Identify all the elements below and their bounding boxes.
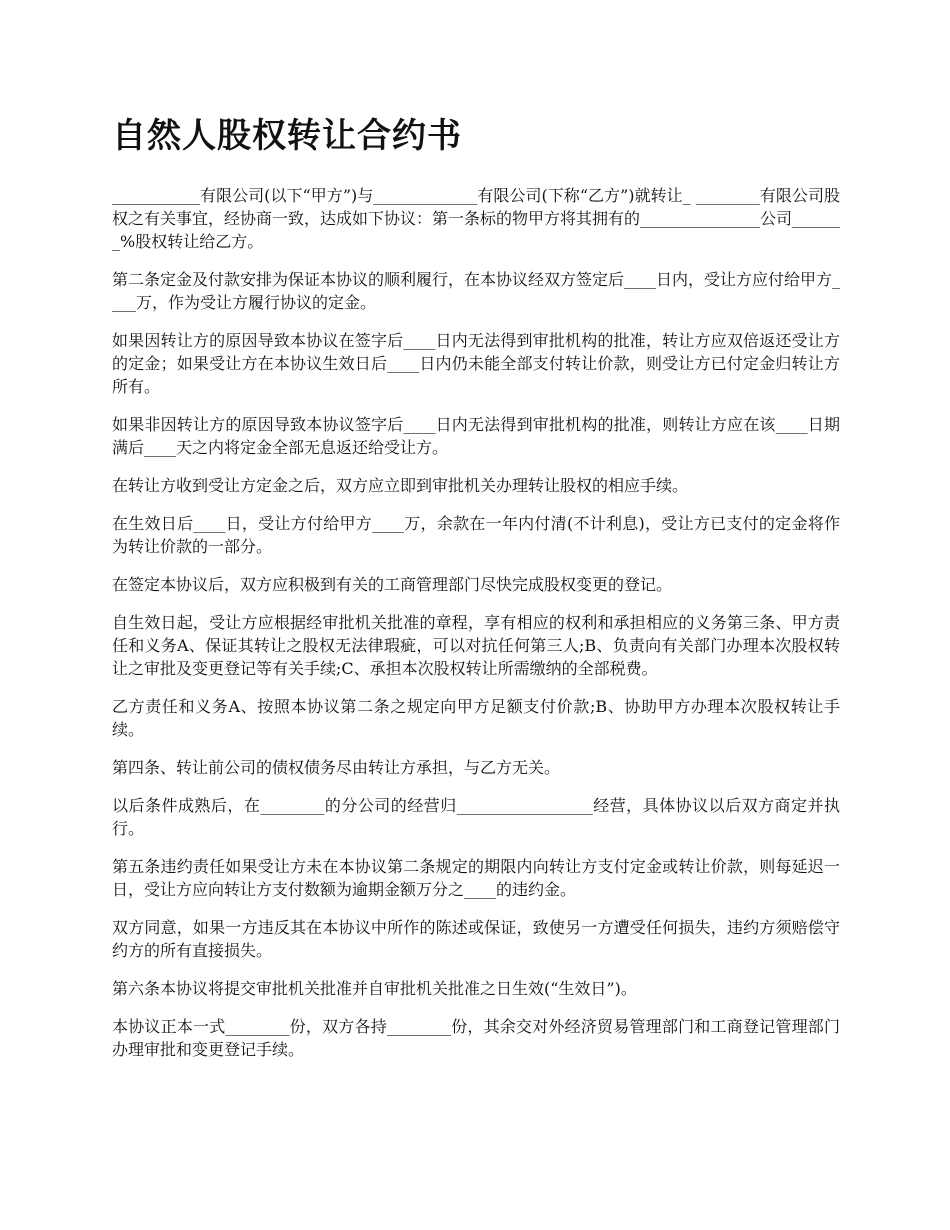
paragraph-party-b-duties: 乙方责任和义务A、按照本协议第二条之规定向甲方足额支付价款;B、协助甲方办理本次股权转让手续。 — [112, 697, 840, 739]
paragraph-party-a-duties: 自生效日起，受让方应根据经审批机关批准的章程，享有相应的权利和承担相应的义务第三条、甲方责任和义务A、保证其转让之股权无法律瑕疵，可以对抗任何第三人;B、负责向有关部门办理本次股权转让之审批及变更登记等有关手续;C、承担本次股权转让所需缴纳的全部税费。 — [112, 613, 840, 678]
paragraph-effective-date: 第六条本协议将提交审批机关批准并自审批机关批准之日生效(“生效日”)。 — [112, 979, 637, 998]
paragraph-registration-change: 在签定本协议后，双方应积极到有关的工商管理部门尽快完成股权变更的登记。 — [112, 575, 673, 594]
document-page — [112, 112, 840, 1076]
paragraph-debts: 第四条、转让前公司的债权债务尽由转让方承担，与乙方无关。 — [112, 758, 561, 777]
paragraph-deposit-arrangement: 第二条定金及付款安排为保证本协议的顺利履行，在本协议经双方签定后____日内，受让方应付给甲方____万，作为受让方履行协议的定金。 — [112, 270, 841, 312]
paragraph-approval-procedures: 在转让方收到受让方定金之后，双方应立即到审批机关办理转让股权的相应手续。 — [112, 476, 689, 495]
paragraph-transfer-subject: ___________有限公司(以下“甲方”)与_____________有限公司(下称“乙方”)就转让_ ________有限公司股权之有关事宜，经协商一致，达成如下协议：第一条标的物甲方将其拥有的_______________公司_______%股权转让给乙方。 — [112, 186, 841, 251]
paragraph-copies: 本协议正本一式________份，双方各持________份，其余交对外经济贸易管理部门和工商登记管理部门办理审批和变更登记手续。 — [112, 1017, 840, 1059]
paragraph-branch-operation: 以后条件成熟后，在________的分公司的经营归_________________经营，具体协议以后双方商定并执行。 — [112, 796, 840, 838]
paragraph-compensation: 双方同意，如果一方违反其在本协议中所作的陈述或保证，致使另一方遭受任何损失，违约方须赔偿守约方的所有直接损失。 — [112, 918, 840, 960]
paragraph-breach-liability: 第五条违约责任如果受让方未在本协议第二条规定的期限内向转让方支付定金或转让价款，则每延迟一日，受让方应向转让方支付数额为逾期金额万分之____的违约金。 — [112, 857, 840, 899]
paragraph-deposit-refund-double: 如果因转让方的原因导致本协议在签字后____日内无法得到审批机构的批准，转让方应双倍返还受让方的定金；如果受让方在本协议生效日后____日内仍未能全部支付转让价款，则受让方已付定金归转让方所有。 — [112, 331, 840, 396]
document-title: 自然人股权转让合约书 — [112, 116, 462, 156]
paragraph-deposit-refund-no-interest: 如果非因转让方的原因导致本协议签字后____日内无法得到审批机构的批准，则转让方应在该____日期满后____天之内将定金全部无息返还给受让方。 — [112, 415, 840, 457]
paragraph-payment-schedule: 在生效日后____日，受让方付给甲方____万，余款在一年内付清(不计利息)，受让方已支付的定金将作为转让价款的一部分。 — [112, 514, 840, 556]
